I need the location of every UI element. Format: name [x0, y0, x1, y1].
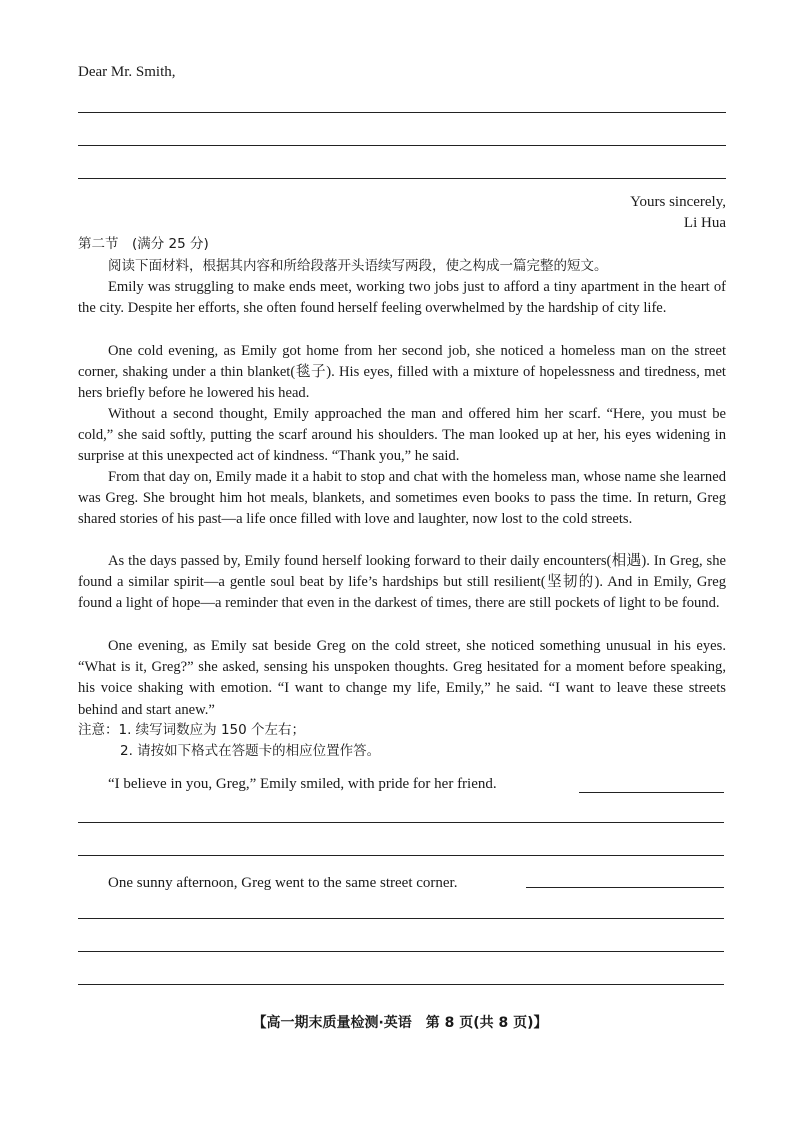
answer-line: [78, 178, 726, 179]
answer-line: [526, 887, 724, 888]
section-instruction: 阅读下面材料，根据其内容和所给段落开头语续写两段，使之构成一篇完整的短文。: [108, 258, 608, 274]
story-paragraph-5: As the days passed by, Emily found herself looking forward to their daily encounters(相遇). In Greg, she found a similar spirit—a gentle soul beat by life’s hardships but still resilient(坚韧的). And in Emily, Greg found a light of hope—a reminder that even in the darkest of times, there are still pockets of light to be found.: [78, 553, 726, 612]
continuation-prompt-2: One sunny afternoon, Greg went to the same street corner.: [108, 875, 458, 891]
section-title: 第二节 (满分 25 分): [78, 236, 209, 252]
letter-closing: Yours sincerely,: [630, 194, 726, 210]
answer-line: [78, 112, 726, 113]
story-paragraph-6: One evening, as Emily sat beside Greg on the cold street, she noticed something unusual in his eyes. “What is it, Greg?” she asked, sensing his unspoken thoughts. Greg hesitated for a moment before speaking, his voice shaking with emotion. “I want to change my life, Emily,” he said. “I want to leave these streets behind and start anew.”: [78, 638, 726, 718]
note-line-2: 2. 请按如下格式在答题卡的相应位置作答。: [120, 743, 381, 759]
story-paragraph-1: Emily was struggling to make ends meet, working two jobs just to afford a tiny apartment in the heart of the city. Despite her efforts, she often found herself feeling overwhelmed by the hardship of city life.: [78, 279, 726, 317]
answer-line: [579, 792, 724, 793]
answer-line: [78, 145, 726, 146]
answer-line: [78, 855, 724, 856]
answer-line: [78, 822, 724, 823]
letter-signature: Li Hua: [683, 215, 726, 231]
story-paragraph-3: Without a second thought, Emily approached the man and offered him her scarf. “Here, you must be cold,” she said softly, putting the scarf around his shoulders. The man looked up at her, his eyes widening in surprise at this unexpected act of kindness. “Thank you,” he said.: [78, 406, 726, 465]
answer-line: [78, 951, 724, 952]
note-line-1: 注意：1. 续写词数应为 150 个左右；: [78, 722, 306, 738]
page-footer: 【高一期末质量检测·英语 第 8 页(共 8 页)】: [252, 1015, 548, 1031]
answer-line: [78, 918, 724, 919]
story-paragraph-2: One cold evening, as Emily got home from her second job, she noticed a homeless man on the street corner, shaking under a thin blanket(毯子). His eyes, filled with a mixture of hopelessness and tiredness, met hers briefly before he lowered his head.: [78, 343, 726, 402]
letter-greeting: Dear Mr. Smith,: [78, 64, 176, 80]
continuation-prompt-1: “I believe in you, Greg,” Emily smiled, with pride for her friend.: [108, 776, 497, 792]
story-paragraph-4: From that day on, Emily made it a habit to stop and chat with the homeless man, whose name she learned was Greg. She brought him hot meals, blankets, and sometimes even books to pass the time. In return, Greg shared stories of his past—a life once filled with love and laughter, now lost to the cold streets.: [78, 469, 726, 528]
answer-line: [78, 984, 724, 985]
